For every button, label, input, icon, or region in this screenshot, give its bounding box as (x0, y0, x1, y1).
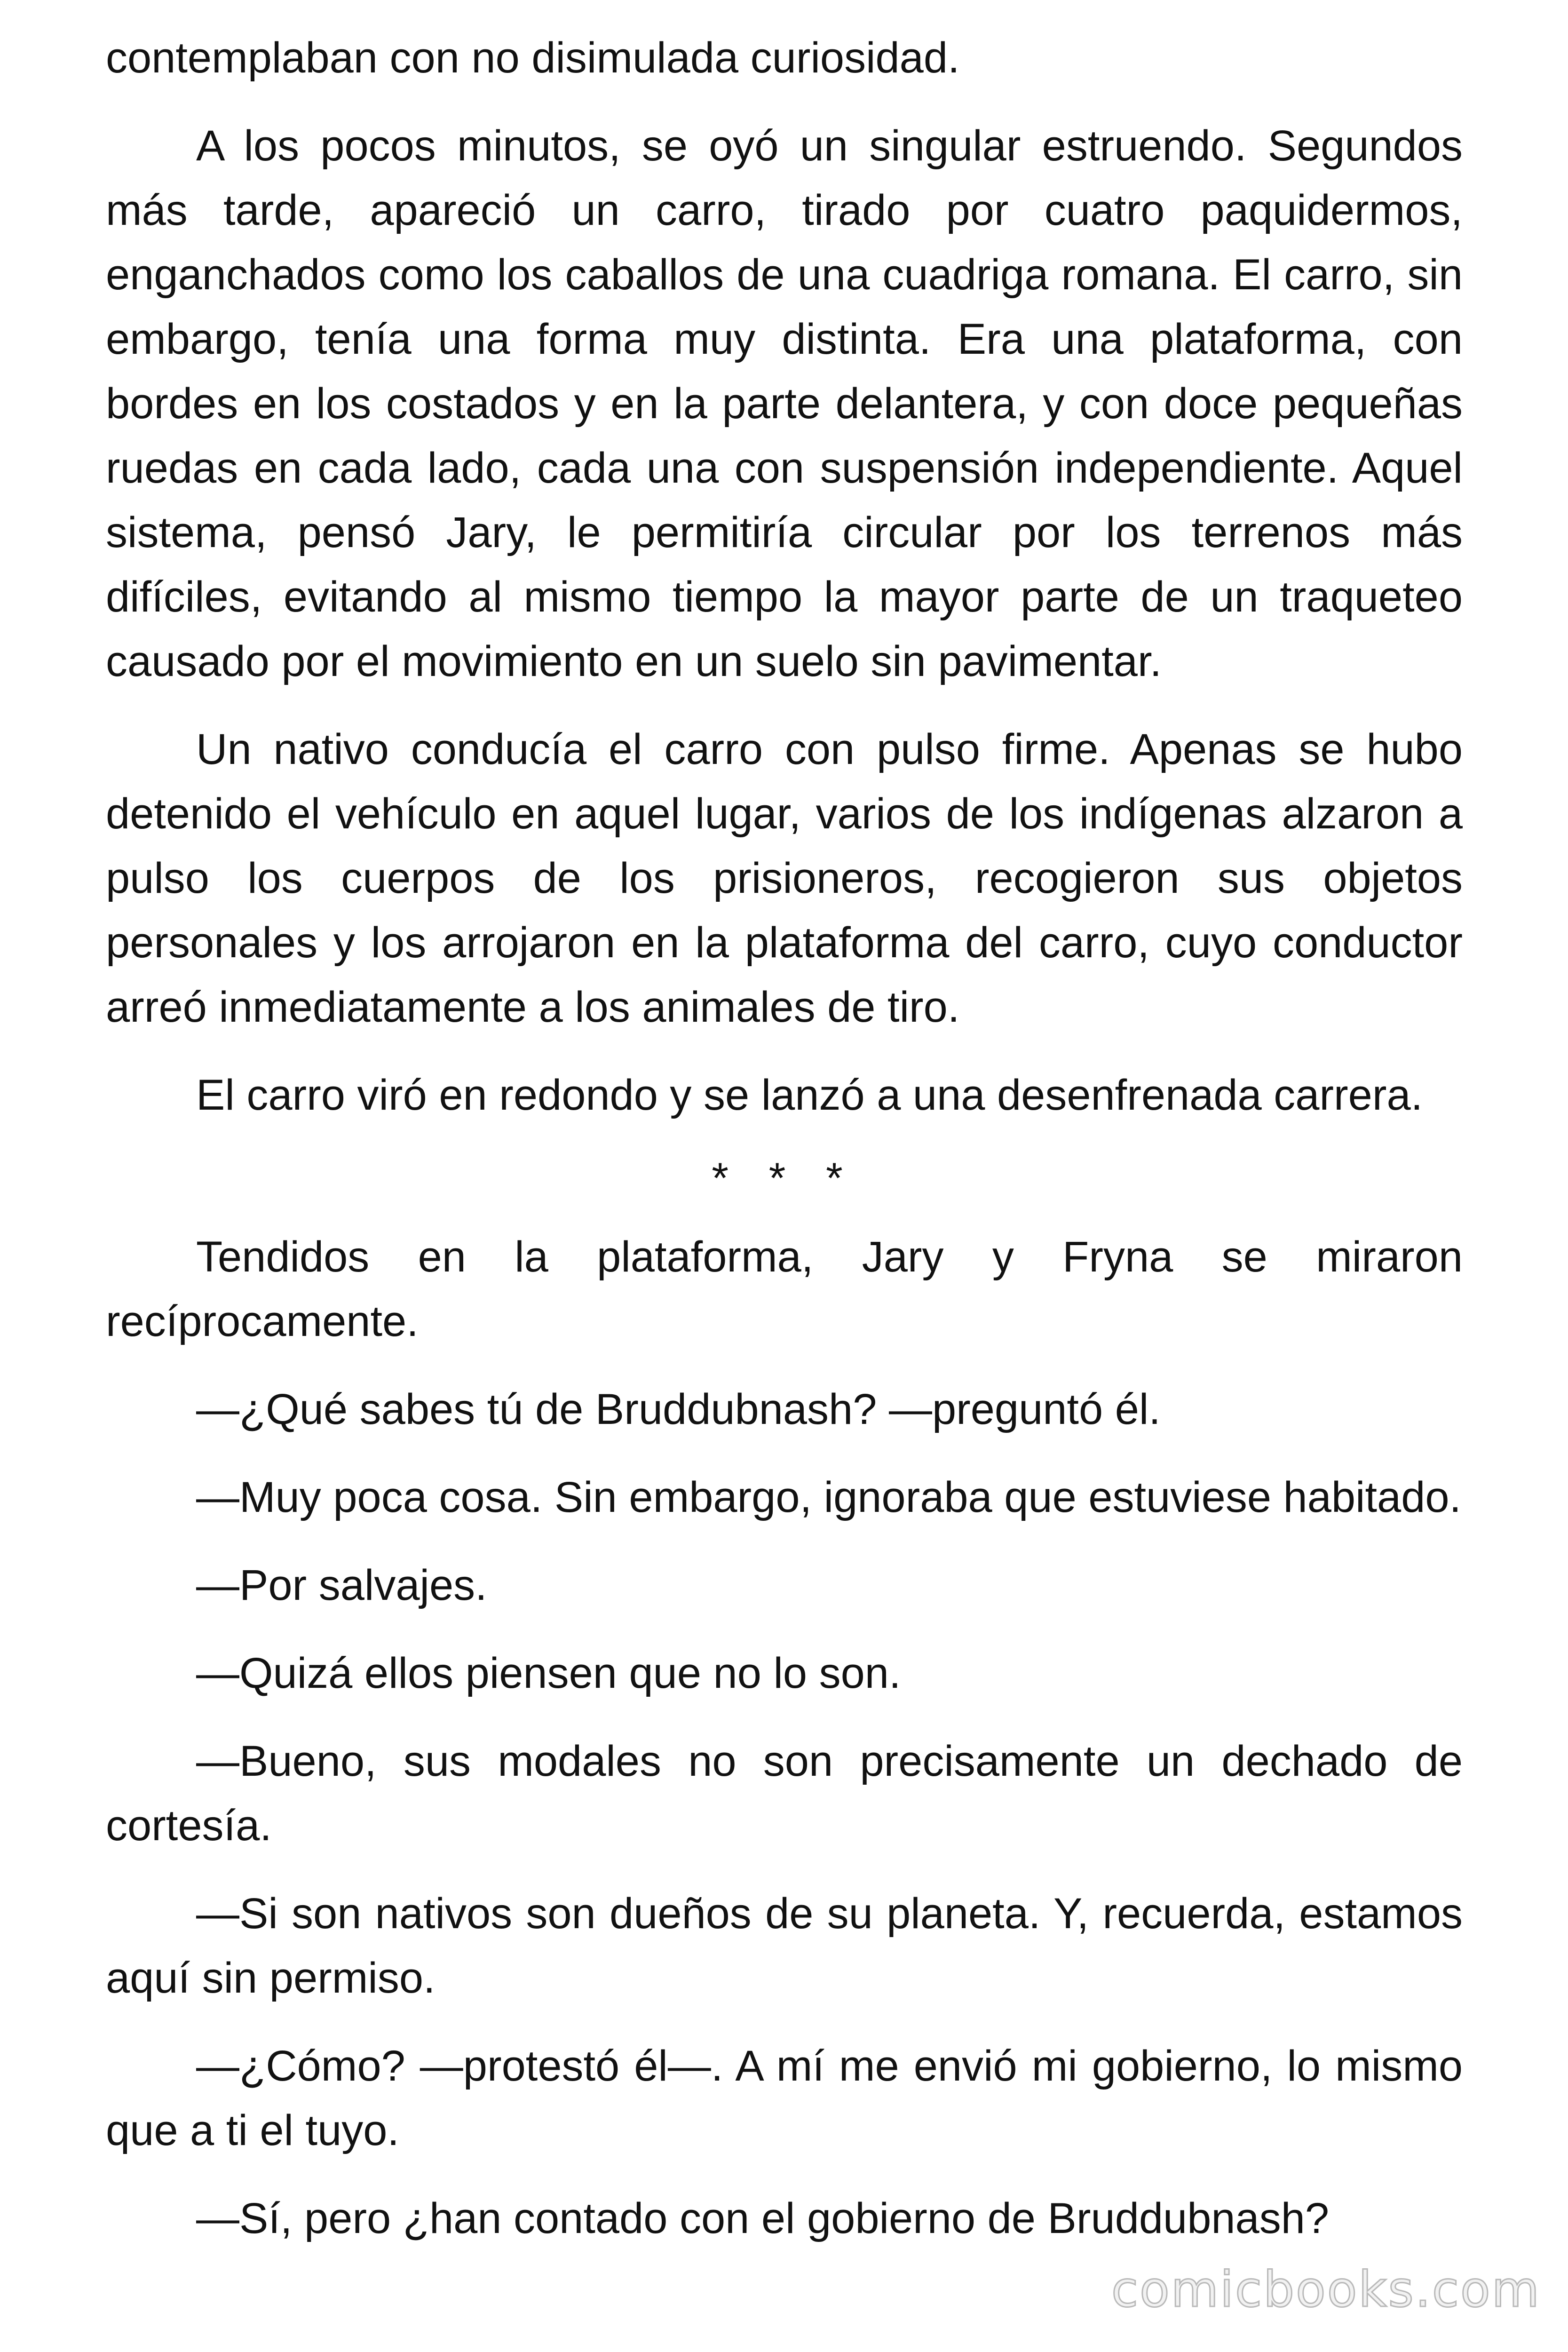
dialogue-line: —Muy poca cosa. Sin embargo, ignoraba que estuviese habitado. (196, 1473, 1462, 1521)
dialogue-line: —Bueno, sus modales no son precisamente un dechado de cortesía. (106, 1737, 1463, 1850)
dialogue-line: —¿Cómo? —protestó él—. A mí me envió mi gobierno, lo mismo que a ti el tuyo. (106, 2042, 1463, 2154)
watermark-logo: comicbooks.com (1111, 2261, 1541, 2318)
book-page (106, 0, 1463, 2352)
dialogue-line: —Por salvajes. (196, 1561, 487, 1609)
dialogue-line: —Si son nativos son dueños de su planeta. Y, recuerda, estamos aquí sin permiso. (106, 1890, 1463, 2002)
paragraph-carro-departs: El carro viró en redondo y se lanzó a una desenfrenada carrera. (196, 1071, 1423, 1119)
paragraph-carro-arrives: A los pocos minutos, se oyó un singular estruendo. Segundos más tarde, apareció un carro, tirado por cuatro paquidermos, enganchados como los caballos de una cuadriga romana. El carro, sin embargo, tenía una forma muy distinta. Era una plataforma, con bordes en los costados y en la parte delantera, y con doce pequeñas ruedas en cada lado, cada una con suspensión independiente. Aquel sistema, pensó Jary, le permitiría circular por los terrenos más difíciles, evitando al mismo tiempo la mayor parte de un traqueteo causado por el movimiento en un suelo sin pavimentar. (106, 122, 1463, 685)
paragraph-continuation: contemplaban con no disimulada curiosidad. (106, 34, 960, 82)
section-separator: * * * (712, 1154, 857, 1202)
dialogue-line: —Sí, pero ¿han contado con el gobierno de Bruddubnash? (196, 2194, 1330, 2242)
paragraph-tendidos: Tendidos en la plataforma, Jary y Fryna se miraron recíprocamente. (106, 1233, 1463, 1345)
dialogue-line: —¿Qué sabes tú de Bruddubnash? —preguntó él. (196, 1385, 1161, 1433)
page-text (106, 0, 1463, 2251)
paragraph-native-driver: Un nativo conducía el carro con pulso firme. Apenas se hubo detenido el vehículo en aquel lugar, varios de los indígenas alzaron a pulso los cuerpos de los prisioneros, recogieron sus objetos personales y los arrojaron en la plataforma del carro, cuyo conductor arreó inmediatamente a los animales de tiro. (106, 725, 1463, 1031)
dialogue-line: —Quizá ellos piensen que no lo son. (196, 1649, 901, 1697)
